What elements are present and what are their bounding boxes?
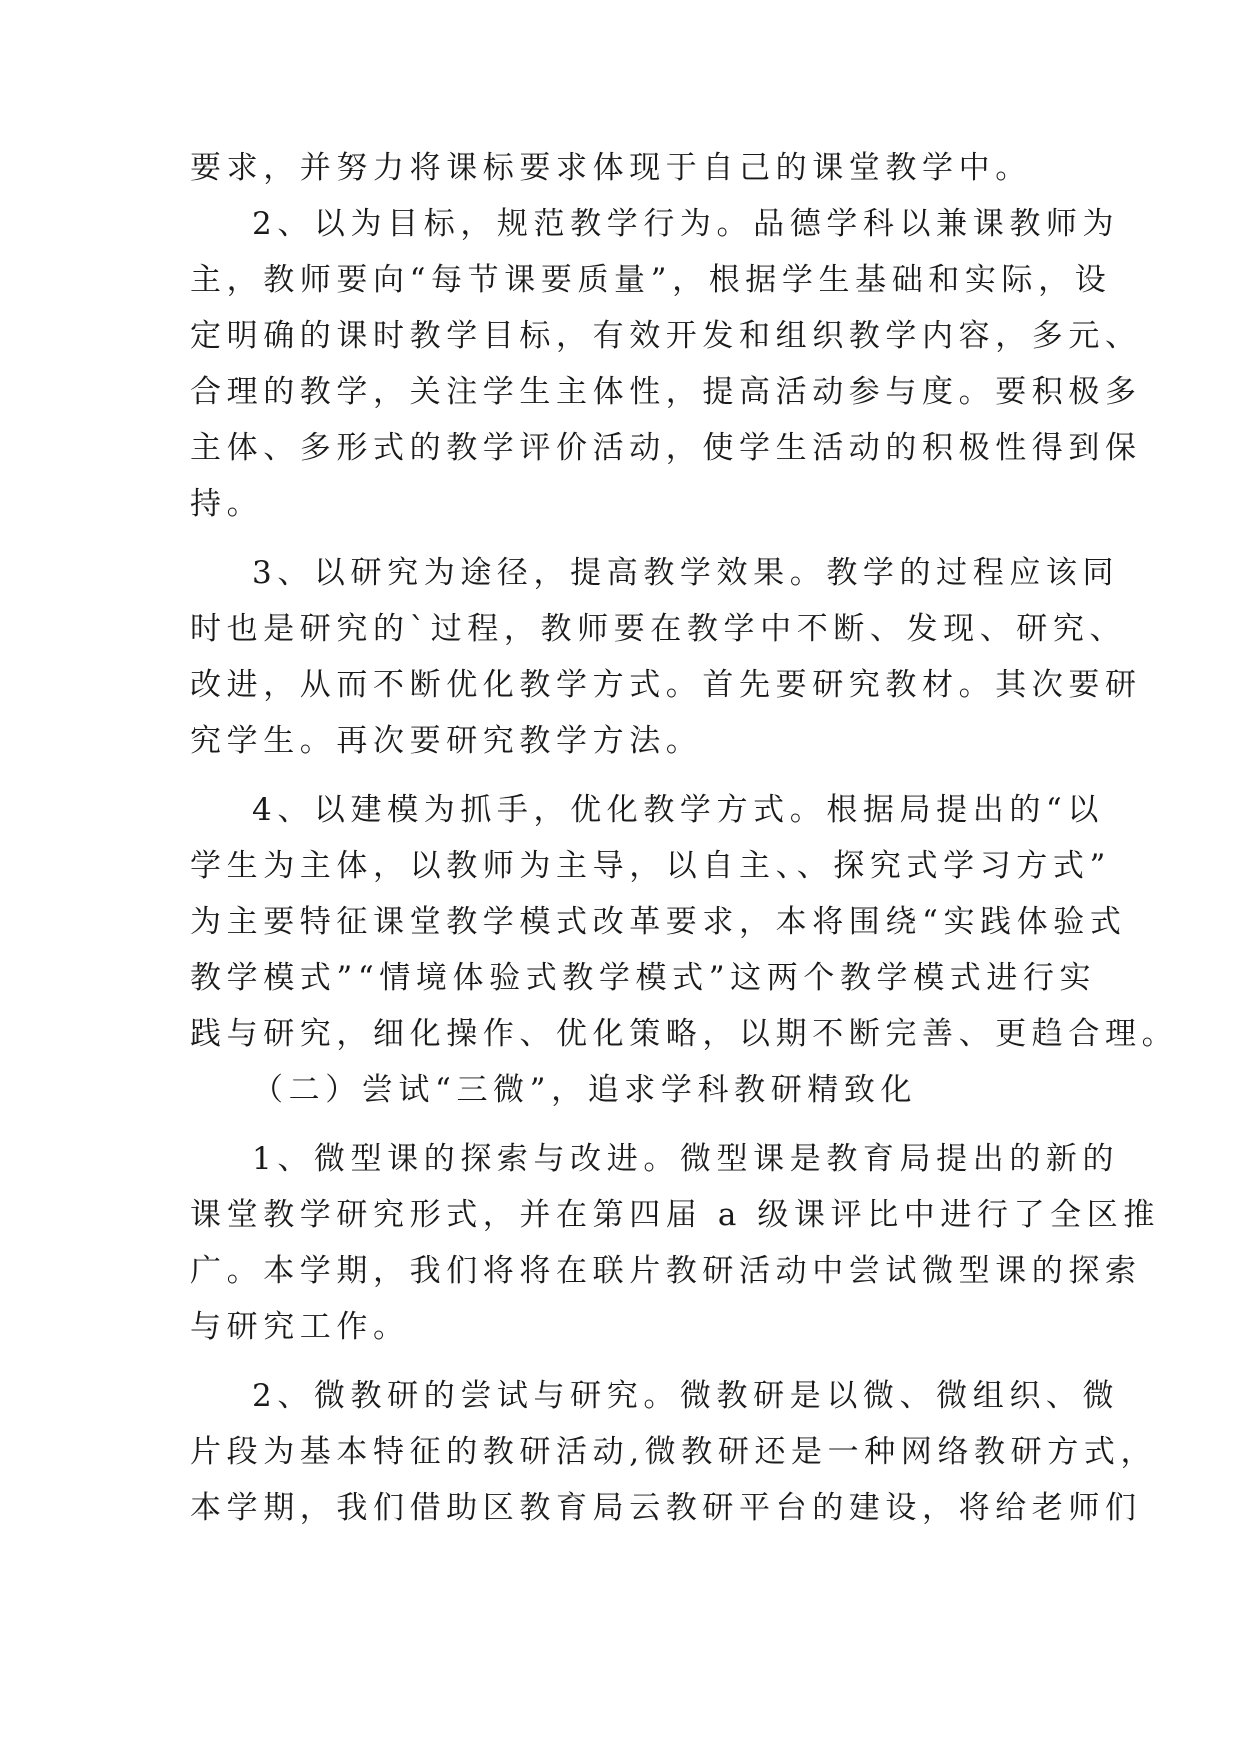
paragraph-start: 1、微型课的探索与改进。微型课是教育局提出的新的 <box>252 1141 1120 1177</box>
text-line: 践与研究，细化操作、优化策略，以期不断完善、更趋合理。 <box>190 1016 1179 1052</box>
text-line: 教学模式”“情境体验式教学模式”这两个教学模式进行实 <box>190 960 1097 996</box>
text-line: 为主要特征课堂教学模式改革要求，本将围绕“实践体验式 <box>190 904 1127 940</box>
text-line: 片段为基本特征的教研活动,微教研还是一种网络教研方式， <box>190 1434 1158 1470</box>
text-line: 与研究工作。 <box>190 1309 410 1345</box>
text-line: 定明确的课时教学目标，有效开发和组织教学内容，多元、 <box>190 318 1142 354</box>
paragraph-start: 2、微教研的尝试与研究。微教研是以微、微组织、微 <box>252 1378 1120 1414</box>
text-line: 学生为主体，以教师为主导，以自主、、探究式学习方式” <box>190 848 1111 884</box>
text-line: 本学期，我们借助区教育局云教研平台的建设，将给老师们 <box>190 1490 1142 1526</box>
text-line: 持。 <box>190 486 264 522</box>
text-line: 改进，从而不断优化教学方式。首先要研究教材。其次要研 <box>190 667 1142 703</box>
text-line: 要求，并努力将课标要求体现于自己的课堂教学中。 <box>190 150 1032 186</box>
text-line: 时也是研究的`过程，教师要在教学中不断、发现、研究、 <box>190 611 1127 647</box>
paragraph-start: 4、以建模为抓手，优化教学方式。根据局提出的“以 <box>252 792 1104 828</box>
paragraph-start: 3、以研究为途径，提高教学效果。教学的过程应该同 <box>252 555 1120 591</box>
text-line: 主，教师要向“每节课要质量”，根据学生基础和实际，设 <box>190 262 1112 298</box>
text-line: 究学生。再次要研究教学方法。 <box>190 723 703 759</box>
text-line: 主体、多形式的教学评价活动，使学生活动的积极性得到保 <box>190 430 1142 466</box>
paragraph-start: 2、以为目标，规范教学行为。品德学科以兼课教师为 <box>252 206 1120 242</box>
text-line: 广。本学期，我们将将在联片教研活动中尝试微型课的探索 <box>190 1253 1142 1289</box>
text-line: 合理的教学，关注学生主体性，提高活动参与度。要积极多 <box>190 374 1142 410</box>
text-line: 课堂教学研究形式，并在第四届 a 级课评比中进行了全区推 <box>190 1197 1160 1233</box>
section-heading: （二）尝试“三微”，追求学科教研精致化 <box>252 1072 918 1108</box>
